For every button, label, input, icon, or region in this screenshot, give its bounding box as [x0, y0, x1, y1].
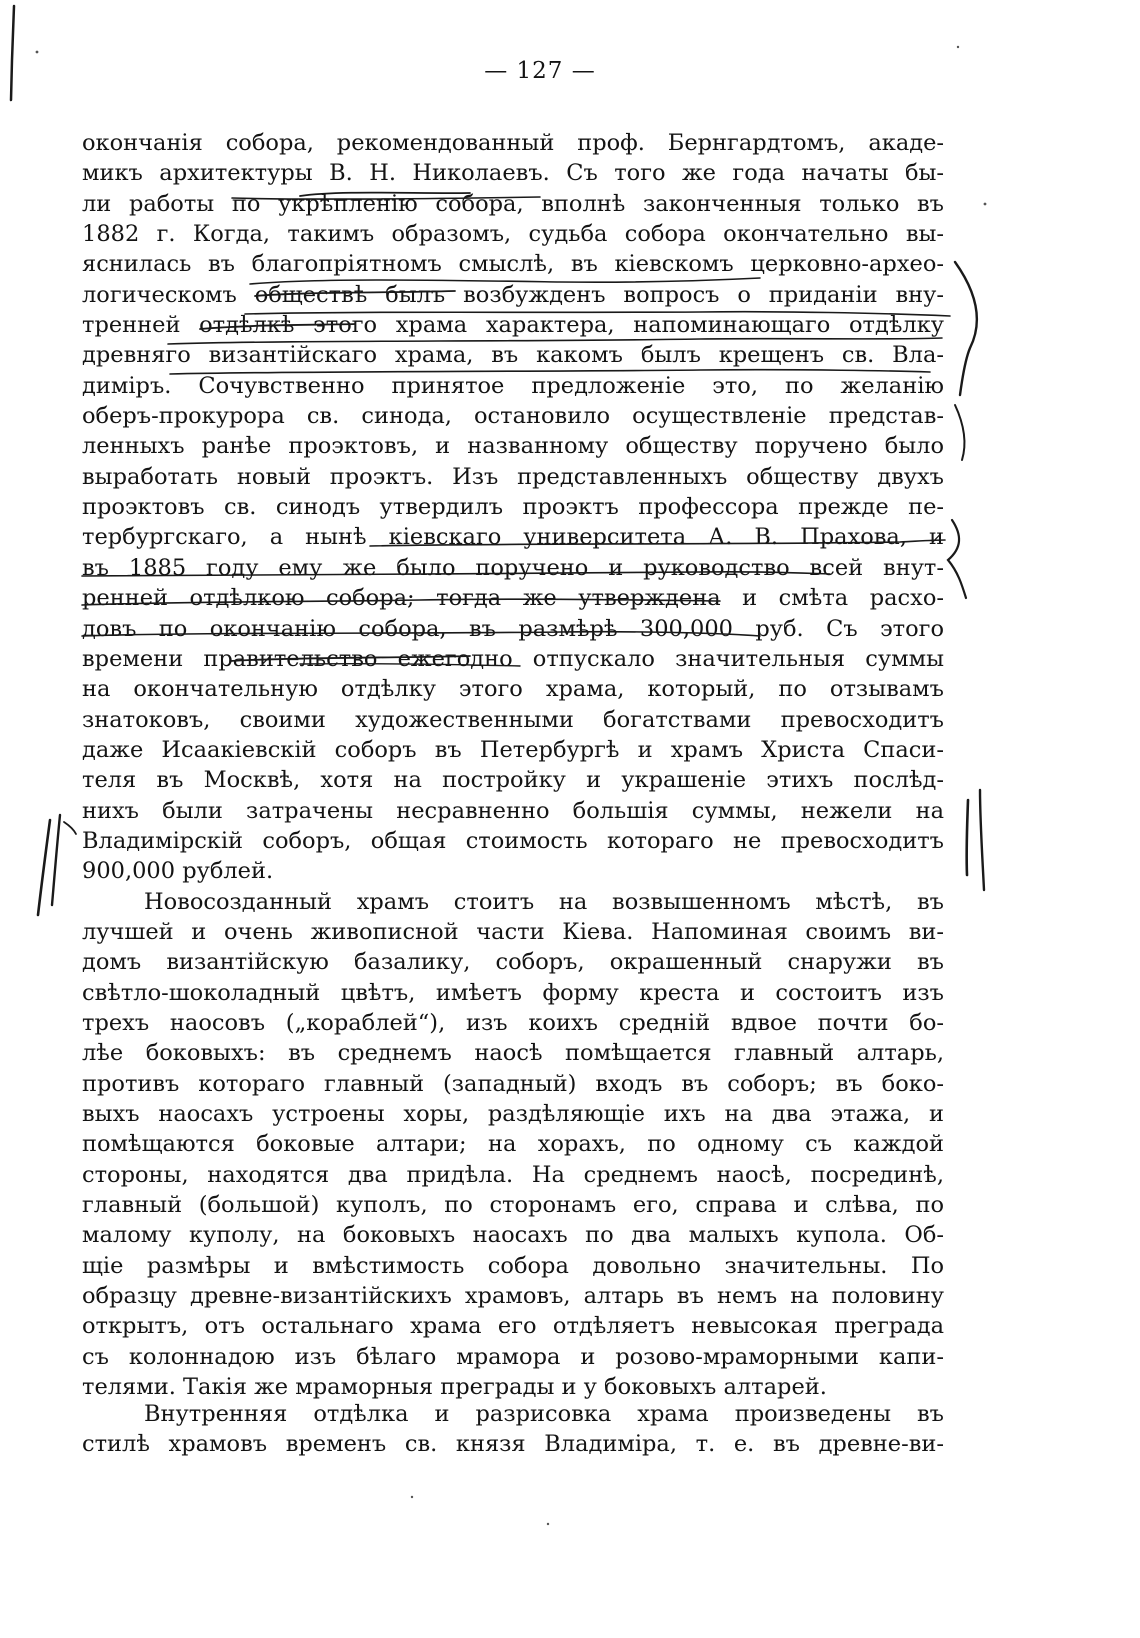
body-text-continued — [82, 1399, 944, 1460]
paper-speck — [411, 1496, 413, 1498]
text-line: свѣтло-шоколадный цвѣтъ, имѣетъ форму креста и состоитъ изъ — [82, 979, 944, 1006]
text-line: образцу древне-византійскихъ храмовъ, алтарь въ немъ на половину — [82, 1283, 944, 1310]
text-line: яснилась въ благопріятномъ смыслѣ, въ кіевскомъ церковно-археo- — [82, 251, 944, 278]
text-line: 900,000 рублей. — [82, 858, 274, 885]
text-line: стилѣ храмовъ временъ св. князя Владиміра, т. е. въ древне-ви- — [82, 1431, 944, 1458]
text-line: на окончательную отдѣлку этого храма, который, по отзывамъ — [82, 676, 944, 703]
text-line: съ колоннадою изъ бѣлаго мрамора и розово-мраморными капи- — [82, 1343, 944, 1370]
text-line: лѣе боковыхъ: въ среднемъ наосѣ помѣщается главный алтарь, — [82, 1040, 944, 1067]
text-line: микъ архитектуры В. Н. Николаевъ. Съ того же года начаты бы- — [82, 160, 944, 187]
text-line: лучшей и очень живописной части Кіева. Напоминая своимъ ви- — [82, 918, 944, 945]
text-line: древняго византійскаго храма, въ какомъ былъ крещенъ св. Вла- — [82, 342, 944, 369]
text-line: окончанія собора, рекомендованный проф. Бернгардтомъ, акаде- — [82, 130, 944, 156]
binding-edge-line — [11, 6, 14, 100]
text-line: нихъ были затрачены несравненно большія суммы, нежели на — [82, 797, 944, 824]
text-line: противъ котораго главный (западный) входъ въ соборъ; въ боко- — [82, 1070, 944, 1097]
paper-speck — [36, 51, 39, 54]
text-line: знатоковъ, своими художественными богатствами превосходитъ — [82, 706, 944, 733]
text-line: теля въ Москвѣ, хотя на постройку и украшеніе этихъ послѣд- — [82, 767, 944, 794]
text-line: даже Исаакіевскій соборъ въ Петербургѣ и храмъ Христа Спаси- — [82, 736, 944, 763]
text-line: проэктовъ св. синодъ утвердилъ проэктъ профессора прежде пе- — [82, 494, 944, 521]
margin-vertical-stroke — [38, 820, 50, 915]
margin-vertical-stroke — [980, 790, 984, 890]
text-line: телями. Такія же мраморныя преграды и у боковыхъ алтарей. — [82, 1374, 827, 1401]
margin-bracket — [948, 520, 966, 598]
text-line: тербургскаго, а нынѣ кіевскаго университета А. В. Прахова, и — [82, 524, 944, 551]
text-line: выработать новый проэктъ. Изъ представленныхъ обществу двухъ — [82, 463, 944, 490]
margin-bracket — [955, 262, 977, 395]
paper-speck — [984, 203, 987, 206]
text-line: логическомъ обществѣ былъ возбужденъ вопросъ о приданіи вну- — [82, 281, 944, 308]
paper-speck — [957, 46, 959, 48]
text-line: тренней отдѣлкѣ этого храма характера, напоминающаго отдѣлку — [82, 312, 944, 339]
text-line: Внутренняя отдѣлка и разрисовка храма произведены въ — [144, 1401, 944, 1427]
text-line: ли работы по укрѣпленію собора, вполнѣ законченныя только въ — [82, 190, 944, 217]
text-line: 1882 г. Когда, такимъ образомъ, судьба собора окончательно вы- — [82, 221, 944, 248]
text-line: диміръ. Сочувственно принятое предложеніе это, по желанію — [82, 372, 944, 399]
page-number: — 127 — — [484, 58, 596, 84]
text-line: малому куполу, на боковыхъ наосахъ по два малыхъ купола. Об- — [82, 1222, 944, 1249]
text-line: открытъ, отъ остальнаго храма его отдѣляетъ невысокая преграда — [82, 1313, 944, 1340]
text-line: стороны, находятся два придѣла. На среднемъ наосѣ, посрединѣ, — [82, 1161, 944, 1188]
text-line: Новосозданный храмъ стоитъ на возвышенномъ мѣстѣ, въ — [144, 888, 944, 915]
text-line: главный (большой) куполъ, по сторонамъ его, справа и слѣва, по — [82, 1192, 944, 1219]
text-line: въ 1885 году ему же было поручено и руководство всей внут- — [82, 554, 944, 581]
margin-vertical-stroke — [52, 815, 60, 905]
text-line: Владимірскій соборъ, общая стоимость котораго не превосходитъ — [82, 827, 944, 854]
margin-bracket — [955, 405, 964, 460]
text-line: оберъ-прокурора св. синода, остановило осуществленіе представ- — [82, 403, 944, 430]
text-line: щіе размѣры и вмѣстимость собора довольно значительны. По — [82, 1252, 944, 1279]
text-line: домъ византійскую базалику, соборъ, окрашенный снаружи въ — [82, 949, 944, 976]
text-line: выхъ наосахъ устроены хоры, раздѣляющіе ихъ на два этажа, и — [82, 1101, 944, 1127]
text-line: времени правительство ежегодно отпускало значительныя суммы — [82, 645, 944, 672]
body-text — [82, 128, 944, 1402]
paper-speck — [547, 1523, 549, 1525]
text-line: ренней отдѣлкою собора; тогда же утверждена и смѣта расхо- — [82, 585, 944, 612]
margin-vertical-stroke — [64, 822, 76, 834]
text-line: ленныхъ ранѣе проэктовъ, и названному обществу поручено было — [82, 433, 944, 460]
margin-vertical-stroke — [967, 800, 968, 875]
text-line: трехъ наосовъ („кораблей“), изъ коихъ среднiй вдвое почти бо- — [82, 1009, 944, 1036]
text-line: помѣщаются боковые алтари; на хорахъ, по одному съ каждой — [82, 1131, 944, 1158]
text-line: довъ по окончанію собора, въ размѣрѣ 300,000 руб. Съ этого — [82, 615, 944, 642]
